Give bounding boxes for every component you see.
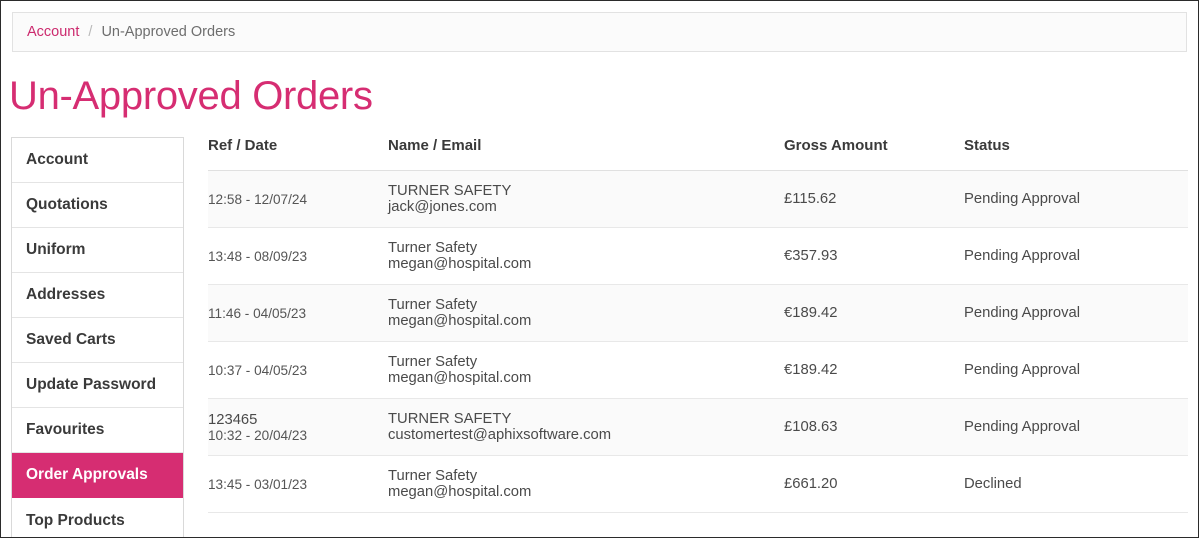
order-date: 12:58 - 12/07/24 [208,191,308,207]
customer-email: megan@hospital.com [388,313,532,329]
customer-email: megan@hospital.com [388,256,532,272]
orders-table-container [184,137,1198,538]
customer-email: customertest@aphixsoftware.com [388,427,612,443]
column-header-gross-amount[interactable]: Gross Amount [784,137,964,171]
table-row[interactable] [208,171,1188,228]
order-ref: 123465 [208,411,258,428]
breadcrumb-separator: / [88,24,93,40]
cell-gross-amount: £661.20 [784,456,964,513]
cell-ref-date [208,399,388,456]
cell-name-email [388,228,784,285]
order-date: 10:37 - 04/05/23 [208,362,308,378]
unapproved-orders-table [208,137,1188,513]
sidebar-item-label: Addresses [26,286,106,303]
table-row[interactable] [208,342,1188,399]
sidebar-item-label: Favourites [26,421,105,438]
table-row[interactable] [208,399,1188,456]
sidebar-item-uniform[interactable] [12,228,183,273]
cell-status: Pending Approval [964,342,1188,399]
sidebar-item-label: Saved Carts [26,331,116,348]
cell-status: Pending Approval [964,171,1188,228]
sidebar-item-saved-carts[interactable] [12,318,183,363]
table-row[interactable] [208,456,1188,513]
breadcrumb-current: Un-Approved Orders [101,24,236,40]
main-content [1,137,1198,538]
sidebar-item-update-password[interactable] [12,363,183,408]
sidebar-item-top-products[interactable] [12,498,183,538]
cell-name-email [388,171,784,228]
customer-name: Turner Safety [388,468,478,484]
breadcrumb [12,12,1187,52]
sidebar-item-quotations[interactable] [12,183,183,228]
account-sidebar [11,137,184,538]
sidebar-item-label: Account [26,151,88,168]
table-row[interactable] [208,285,1188,342]
cell-gross-amount: €357.93 [784,228,964,285]
cell-ref-date [208,171,388,228]
table-row[interactable] [208,228,1188,285]
cell-name-email [388,285,784,342]
column-header-status[interactable]: Status [964,137,1188,171]
order-date: 10:32 - 20/04/23 [208,427,308,443]
sidebar-item-label: Update Password [26,376,157,393]
sidebar-item-addresses[interactable] [12,273,183,318]
sidebar-item-label: Uniform [26,241,86,258]
cell-status: Pending Approval [964,285,1188,342]
cell-status: Pending Approval [964,228,1188,285]
cell-ref-date [208,456,388,513]
table-body [208,171,1188,513]
order-date: 13:48 - 08/09/23 [208,248,308,264]
customer-name: TURNER SAFETY [388,183,512,199]
customer-name: TURNER SAFETY [388,411,512,427]
sidebar-item-label: Order Approvals [26,466,148,483]
column-header-name-email[interactable]: Name / Email [388,137,784,171]
column-header-ref-date[interactable]: Ref / Date [208,137,388,171]
cell-gross-amount: £115.62 [784,171,964,228]
sidebar-item-account[interactable] [12,138,183,183]
cell-status: Pending Approval [964,399,1188,456]
cell-name-email [388,342,784,399]
customer-name: Turner Safety [388,354,478,370]
customer-email: megan@hospital.com [388,484,532,500]
cell-name-email [388,399,784,456]
sidebar-item-order-approvals[interactable] [12,453,183,498]
table-header-row [208,137,1188,171]
cell-ref-date [208,342,388,399]
table-header [208,137,1188,171]
order-date: 13:45 - 03/01/23 [208,476,308,492]
cell-gross-amount: €189.42 [784,342,964,399]
breadcrumb-link-account[interactable]: Account [27,24,80,40]
customer-name: Turner Safety [388,240,478,256]
order-date: 11:46 - 04/05/23 [208,305,307,321]
cell-gross-amount: €189.42 [784,285,964,342]
cell-ref-date [208,285,388,342]
cell-ref-date [208,228,388,285]
cell-name-email [388,456,784,513]
sidebar-item-label: Quotations [26,196,108,213]
page-title: Un-Approved Orders [9,74,373,118]
customer-email: jack@jones.com [388,199,497,215]
cell-gross-amount: £108.63 [784,399,964,456]
sidebar-item-favourites[interactable] [12,408,183,453]
customer-name: Turner Safety [388,297,478,313]
cell-status: Declined [964,456,1188,513]
customer-email: megan@hospital.com [388,370,532,386]
sidebar-item-label: Top Products [26,511,125,529]
